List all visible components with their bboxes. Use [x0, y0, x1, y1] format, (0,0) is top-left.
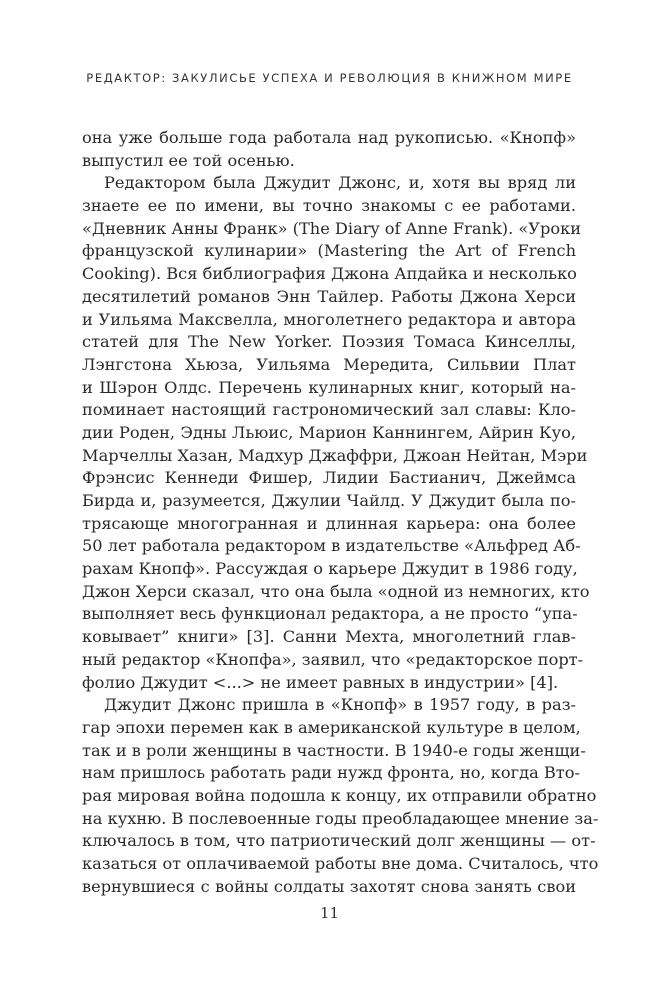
text-line: она уже больше года работала над рукописью. «Кнопф»: [82, 128, 576, 147]
text-line: выполняет весь функционал редактора, а не просто “упа-: [82, 604, 578, 624]
text-line: знаете ее по имени, вы точно знакомы с ее работами.: [82, 196, 576, 216]
page-number: 11: [319, 904, 340, 922]
text-line: рая мировая война подошла к концу, их отправили обратно: [82, 785, 597, 805]
text-line: 50 лет работала редактором в издательстве «Альфред Аб-: [82, 536, 581, 556]
text-line: статей для The New Yorker. Поэзия Томаса Кинселлы,: [82, 332, 576, 352]
text-line: трясающе многогранная и длинная карьера: она более: [82, 513, 576, 533]
text-line: Джудит Джонс пришла в «Кнопф» в 1957 году, в раз-: [104, 695, 576, 715]
text-line: так и в роли женщины в частности. В 1940-е годы женщи-: [82, 740, 586, 760]
text-line: дии Роден, Эдны Льюис, Марион Каннингем, Айрин Куо,: [82, 422, 576, 442]
text-line: Марчеллы Хазан, Мадхур Джаффри, Джоан Нейтан, Мэри: [82, 445, 588, 465]
text-line: и Уильяма Максвелла, многолетнего редактора и автора: [82, 309, 576, 329]
text-line: гар эпохи перемен как в американской культуре в целом,: [82, 717, 581, 737]
text-line: фолио Джудит <...> не имеет равных в индустрии» [4].: [82, 672, 559, 692]
text-line: Бирда и, разумеется, Джулии Чайлд. У Джудит была по-: [82, 491, 576, 510]
text-line: Фрэнсис Кеннеди Фишер, Лидии Бастианич, Джеймса: [82, 468, 576, 488]
text-line: Лэнгстона Хьюза, Уильяма Мередита, Сильвии Плат: [82, 354, 576, 374]
text-line: на кухню. В послевоенные годы преобладающее мнение за-: [82, 808, 599, 828]
text-line: ключалось в том, что патриотический долг женщины — от-: [82, 831, 596, 851]
body-text: [82, 127, 599, 898]
text-line: «Дневник Анны Франк» (The Diary of Anne Frank). «Уроки: [82, 218, 581, 238]
text-line: Редактором была Джудит Джонс, и, хотя вы вряд ли: [104, 173, 576, 193]
running-header: РЕДАКТОР: ЗАКУЛИСЬЕ УСПЕХА И РЕВОЛЮЦИЯ В КНИЖНОМ МИРЕ: [86, 71, 573, 85]
text-line: ковывает” книги» [3]. Санни Мехта, многолетний глав-: [82, 627, 576, 647]
text-line: десятилетий романов Энн Тайлер. Работы Джона Херси: [82, 286, 576, 306]
text-line: нам пришлось работать ради нужд фронта, но, когда Вто-: [82, 763, 580, 783]
text-line: и Шэрон Олдс. Перечень кулинарных книг, который на-: [82, 377, 576, 397]
text-line: французской кулинарии» (Mastering the Art of French: [82, 241, 576, 261]
text-line: казаться от оплачиваемой работы вне дома. Считалось, что: [82, 854, 599, 873]
text-line: Cooking). Вся библиография Джона Апдайка и несколько: [82, 264, 577, 284]
text-line: рахам Кнопф». Рассуждая о карьере Джудит в 1986 году,: [82, 559, 578, 579]
text-line: вернувшиеся с войны солдаты захотят снова занять свои: [82, 876, 576, 896]
text-line: поминает настоящий гастрономический зал славы: Кло-: [82, 400, 576, 420]
text-line: ный редактор «Кнопфа», заявил, что «редакторское порт-: [82, 649, 584, 669]
text-line: Джон Херси сказал, что она была «одной из немногих, кто: [82, 581, 590, 601]
text-line: выпустил ее той осенью.: [82, 150, 295, 170]
